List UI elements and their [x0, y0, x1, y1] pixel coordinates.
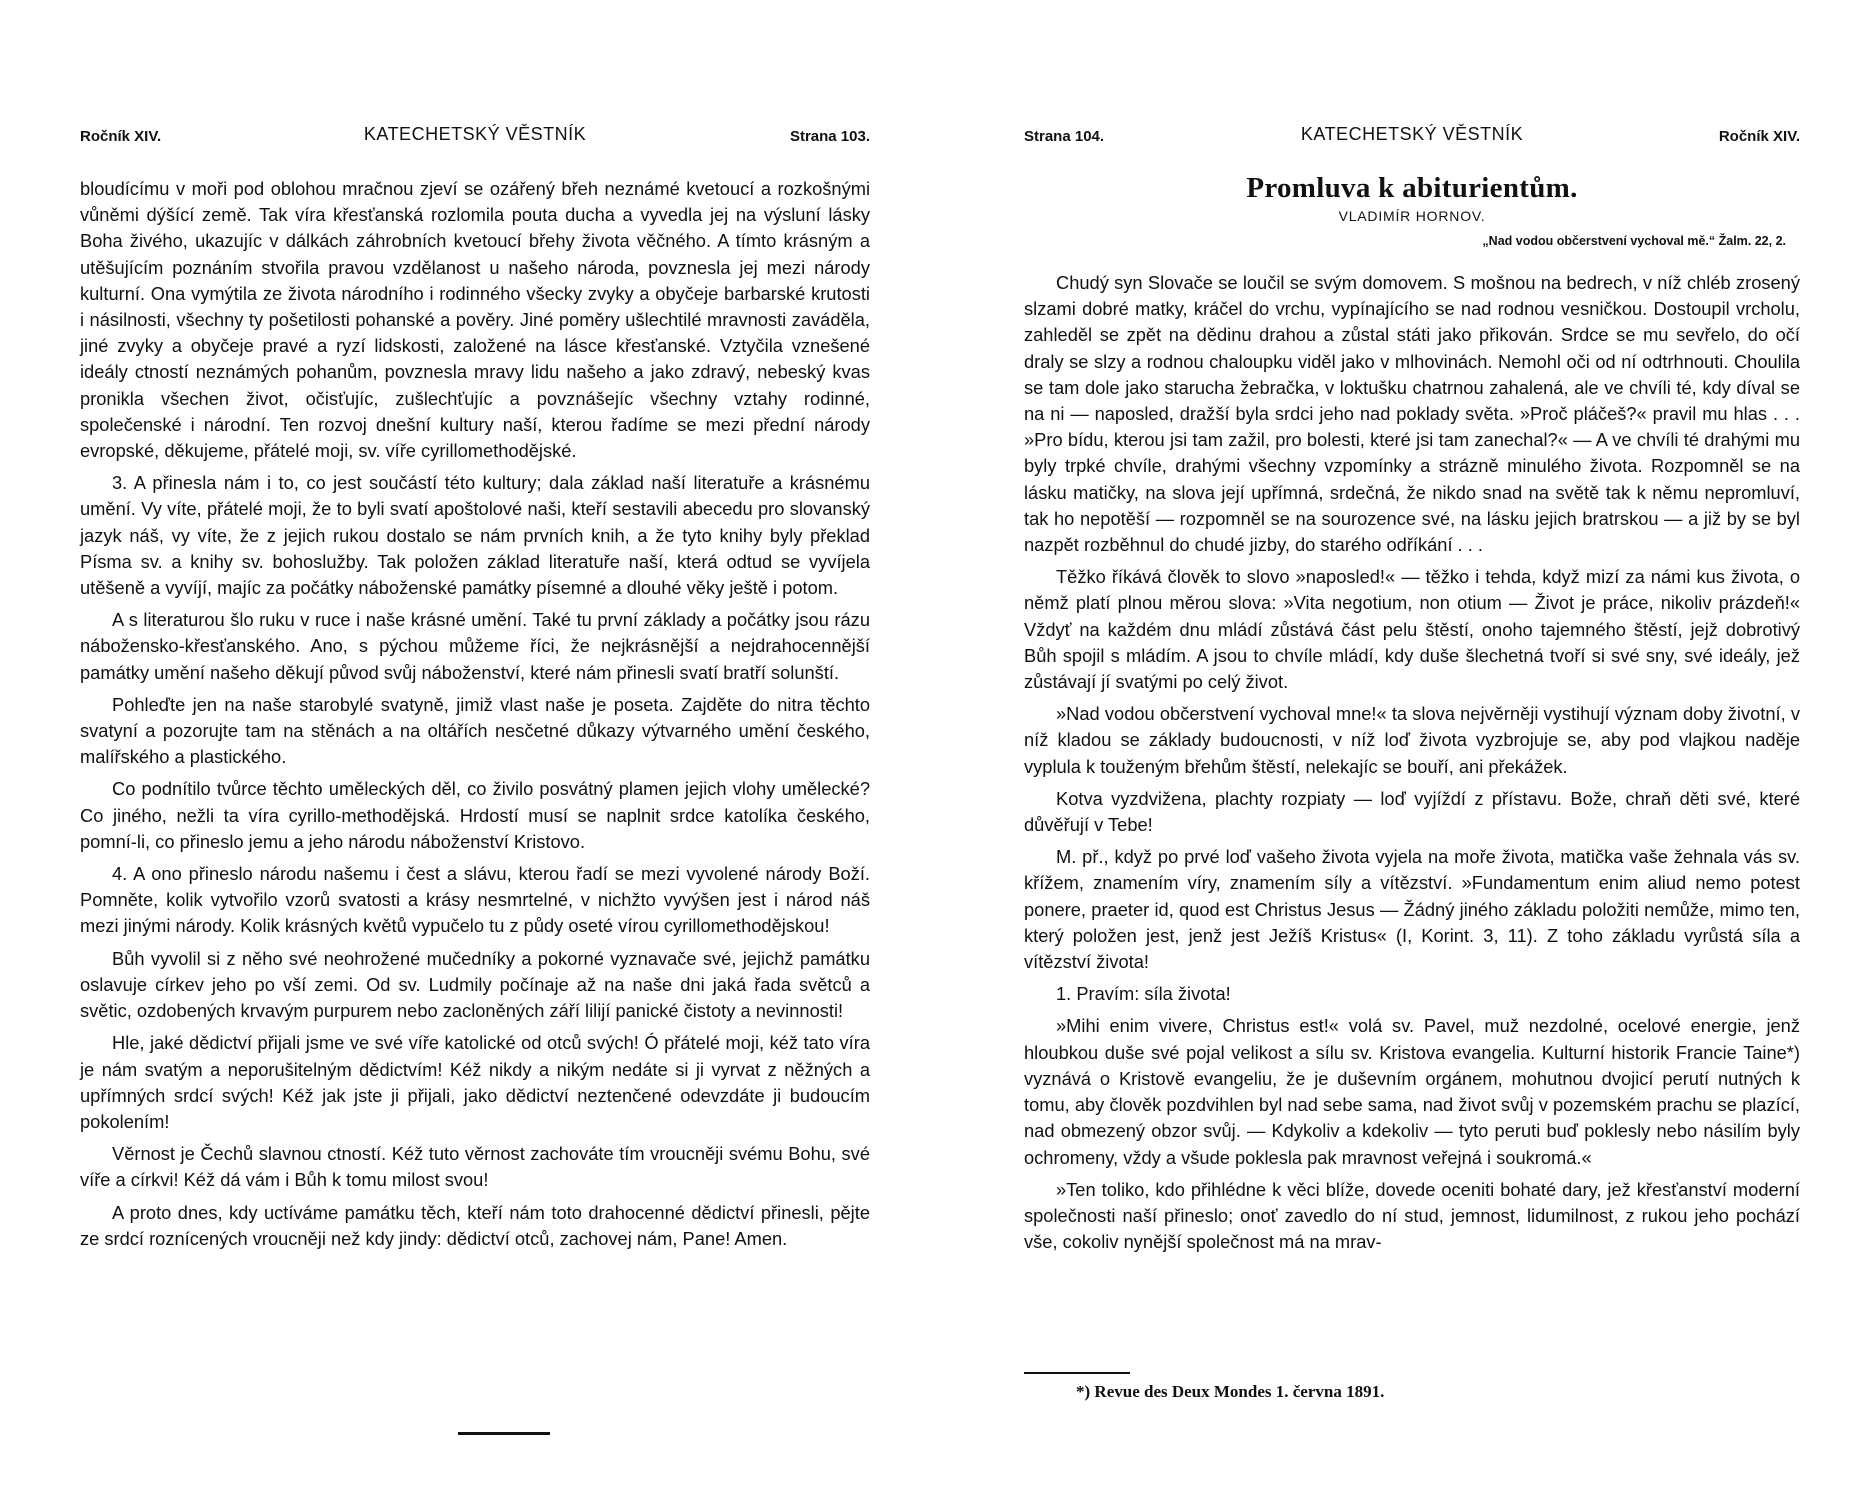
footnote: *) Revue des Deux Mondes 1. června 1891.	[1076, 1382, 1385, 1401]
paragraph: Hle, jaké dědictví přijali jsme ve své víře katolické od otců svých! Ó přátelé moji, kéž tato víra je nám svatým a neporušitelným dědictvím! Kéž nikdy a nikým nedáte si ji vyrvat z něžných a upřímných srdcí svých! Kéž jak jste ji přijali, jako dědictví neztenčené odevzdáte ji budoucím pokolením!	[80, 1032, 870, 1132]
journal-title: KATECHETSKÝ VĚSTNÍK	[1300, 124, 1524, 144]
page-number: Strana 104.	[1024, 128, 1105, 145]
footnote-rule	[1024, 1372, 1130, 1374]
right-running-head	[1024, 124, 1800, 152]
left-running-head	[80, 124, 870, 152]
left-body-text	[80, 176, 870, 1258]
article-author: VLADIMÍR HORNOV.	[1338, 208, 1486, 224]
paragraph: Kotva vyzdvižena, plachty rozpiaty — loď vyjíždí z přístavu. Bože, chraň děti své, které důvěřují v Tebe!	[1024, 787, 1800, 836]
article-motto: „Nad vodou občerstvení vychoval mě.“ Žalm. 22, 2.	[1482, 234, 1786, 248]
paragraph: Co podnítilo tvůrce těchto uměleckých děl, co živilo posvátný plamen jejich vlohy umělecké? Co jiného, nežli ta víra cyrillo-methodějská. Hrdostí musí se naplnit srdce katolíka českého, pomní-li, co přineslo jemu a jeho národu náboženství Kristovo.	[80, 778, 870, 852]
section-end-rule	[458, 1432, 550, 1435]
paragraph: »Mihi enim vivere, Christus est!« volá sv. Pavel, muž nezdolné, ocelové energie, jenž hloubkou duše své pojal velikost a sílu sv. Kristova evangelia. Kulturní historik Francie Taine*) vyznává o Kristově evangeliu, že je duševním orgánem, mohutnou dvojicí perutí nutných k tomu, aby člověk pozdvihlen byl nad sebe sama, nad život svůj v pozemském prachu se plazící, nad obmezený obzor svůj. — Kdykoliv a kdekoliv — tyto peruti buď poklesly nebo násilím byly ochromeny, vždy a všude poklesla pak mravnost veřejná i soukromá.«	[1024, 1015, 1800, 1168]
volume-label: Ročník XIV.	[80, 128, 162, 145]
volume-label: Ročník XIV.	[1718, 128, 1800, 145]
paragraph: A proto dnes, kdy uctíváme památku těch, kteří nám toto drahocenné dědictví přinesli, pějte ze srdcí roznícených vroucněji než kdy jindy: dědictví otců, zachovej nám, Pane! Amen.	[80, 1201, 870, 1249]
paragraph: 4. A ono přineslo národu našemu i čest a slávu, kterou řadí se mezi vyvolené národy Boží. Pomněte, kolik vytvořilo vzorů svatosti a krásy nesmrtelné, v nichžto vyvýšen jest i národ náš mezi jinými národy. Kolik krásných květů vypučelo tu z půdy oseté vírou cyrillomethodějskou!	[80, 863, 870, 937]
paragraph: 3. A přinesla nám i to, co jest součástí této kultury; dala základ naší literatuře a krásnému umění. Vy víte, přátelé moji, že to byli svatí apoštolové naši, kteří sestavili abecedu pro slovanský jazyk náš, vy víte, že z jejich rukou dostalo se nám prvních knih, a že tyto knihy byly překlad Písma sv. a knihy sv. bohoslužby. Tak položen základ literatuře naší, která odtud se vyvíjela utěšeně a vyvíjí, majíc za počátky náboženské památky písemné a dlouhé věky ještě i potom.	[80, 472, 870, 599]
page-number: Strana 103.	[789, 128, 870, 145]
left-page	[80, 0, 870, 1500]
right-body-text	[1024, 270, 1800, 1261]
paragraph: Věrnost je Čechů slavnou ctností. Kéž tuto věrnost zachováte tím vroucněji svému Bohu, své víře a církvi! Kéž dá vám i Bůh k tomu milost svou!	[80, 1143, 870, 1191]
paragraph: »Ten toliko, kdo přihlédne k věci blíže, dovede oceniti bohaté dary, jež křesťanství moderní společnosti naší přineslo; onoť zavedlo do ní stud, jemnost, lidumilnost, z rukou jeho pochází vše, cokoliv nynější společnost má na mrav-	[1024, 1178, 1800, 1253]
paragraph: »Nad vodou občerstvení vychoval mne!« ta slova nejvěrněji vystihují význam doby životní, v níž kladou se základy budoucnosti, v níž loď života vyzbrojuje se, aby pod vlajkou naděje vyplula k touženým břehům štěstí, nelekajíc se bouří, ani překážek.	[1024, 703, 1800, 777]
right-page	[1024, 0, 1800, 1500]
paragraph: A s literaturou šlo ruku v ruce i naše krásné umění. Také tu první základy a počátky jsou rázu nábožensko-křesťanského. Ano, s pýchou můžeme říci, že nejkrásnější a nejdrahocennější památky umění našeho děkují původ svůj náboženství, které nám přinesli svatí bratří solunští.	[80, 609, 870, 683]
section-heading: 1. Pravím: síla života!	[1056, 983, 1231, 1005]
article-title: Promluva k abiturientům.	[1246, 172, 1578, 204]
journal-title: KATECHETSKÝ VĚSTNÍK	[363, 124, 587, 144]
paragraph: M. př., když po prvé loď vašeho života vyjela na moře života, matička vaše žehnala vás sv. křížem, znamením víry, znamením síly a vítězství. »Fundamentum enim aliud nemo potest ponere, praeter id, quod est Christus Jesus — Žádný jiného základu položiti nemůže, mimo ten, který položen jest, jenž jest Ježíš Kristus« (I, Korint. 3, 11). Z toho základu vyrůstá síla a vítězství života!	[1024, 846, 1800, 973]
paragraph: Bůh vyvolil si z něho své neohrožené mučedníky a pokorné vyznavače své, jejichž památku oslavuje církev jeho po vší zemi. Od sv. Ludmily počínaje až na naše dni jaká řada světců a světic, ozdobených krvavým purpurem nebo zacloněných září lilijí panické čistoty a nevinnosti!	[80, 947, 870, 1022]
paragraph: bloudícímu v moři pod oblohou mračnou zjeví se ozářený břeh neznámé kvetoucí a rozkošnými vůněmi dýšící země. Tak víra křesťanská rozlomila pouta ducha a vyvedla jej na výsluní lásky Boha živého, ukazujíc v dálkách záhrobních kvetoucí břehy života věčného. A tímto krásným a utěšujícím poznáním stvořila pravou vzdělanost u našeho národa, povznesla jej mezi národy kulturní. Ona vymýtila ze života národního i rodinného všecky zvyky a obyčeje barbarské krutosti i násilnosti, všechny ty pošetilosti pohanské a pověry. Jiné poměry ušlechtilé mravnosti zaváděla, jiné zvyky a obyčeje pravé a ryzí lidskosti, založené na lásce křesťanské. Vztyčila vznešené ideály ctností neznámých pohanům, povznesla mravy lidu našeho a jako zdravý, nebeský kvas pronikla všechen život, očisťujíc, zušlechťujíc a povznášejíc všechny vztahy rodinné, společenské i národní. Ten rozvoj dnešní kultury naší, kterou řadíme se mezi přední národy evropské, děkujeme, přátelé moji, sv. víře cyrillomethodějské.	[80, 178, 870, 462]
paragraph: Těžko říkává člověk to slovo »naposled!« — těžko i tehda, když mizí za námi kus života, o němž platí plnou měrou slova: »Vita negotium, non otium — Život je práce, nikoliv prázdeň!« Vždyť na každém dnu mládí zůstává část pelu štěstí, onoho tajemného štěstí, jejž dobrotivý Bůh spojil s mládím. A jsou to chvíle mládí, kdy duše šlechetná tvoří si své sny, své ideály, jež zůstávají jí svatými po celý život.	[1024, 566, 1800, 693]
paragraph: Pohleďte jen na naše starobylé svatyně, jimiž vlast naše je poseta. Zajděte do nitra těchto svatyní a pozorujte tam na stěnách a na oltářích nesčetné důkazy výtvarného umění českého, malířského a plastického.	[80, 693, 870, 768]
paragraph: Chudý syn Slovače se loučil se svým domovem. S mošnou na bedrech, v níž chléb zrosený slzami dobré matky, kráčel do vrchu, vypínajícího se nad rodnou vesničkou. Dostoupil vrcholu, zahleděl se zpět na dědinu drahou a zůstal státi jako přikován. Srdce se mu sevřelo, do očí draly se slzy a rodnou chaloupku viděl jako v mlhovinách. Nemohl oči od ní odtrhnouti. Choulila se tam dole jako starucha žebračka, v loktušku chatrnou zahalená, ale ve chvíli té, kdy díval se na ni — naposled, dražší byla srdci jeho nad poklady světa. »Proč pláčeš?« pravil mu hlas . . . »Pro bídu, kterou jsi tam zažil, pro bolesti, které jsi tam zanechal?« — A ve chvíli té drahými mu byly trpké chvíle, drahými všechny vzpomínky a strázně minulého života. Rozpomněl se na lásku matičky, na slova její upřímná, srdečná, že nikdo snad na světě tak k němu nepromluví, tak ho nepotěší — rozpomněl se na sourozence své, na lásku jejich bratrskou — a již by se byl nazpět rozběhnul do chudé jizby, do starého odříkání . . .	[1024, 272, 1800, 556]
